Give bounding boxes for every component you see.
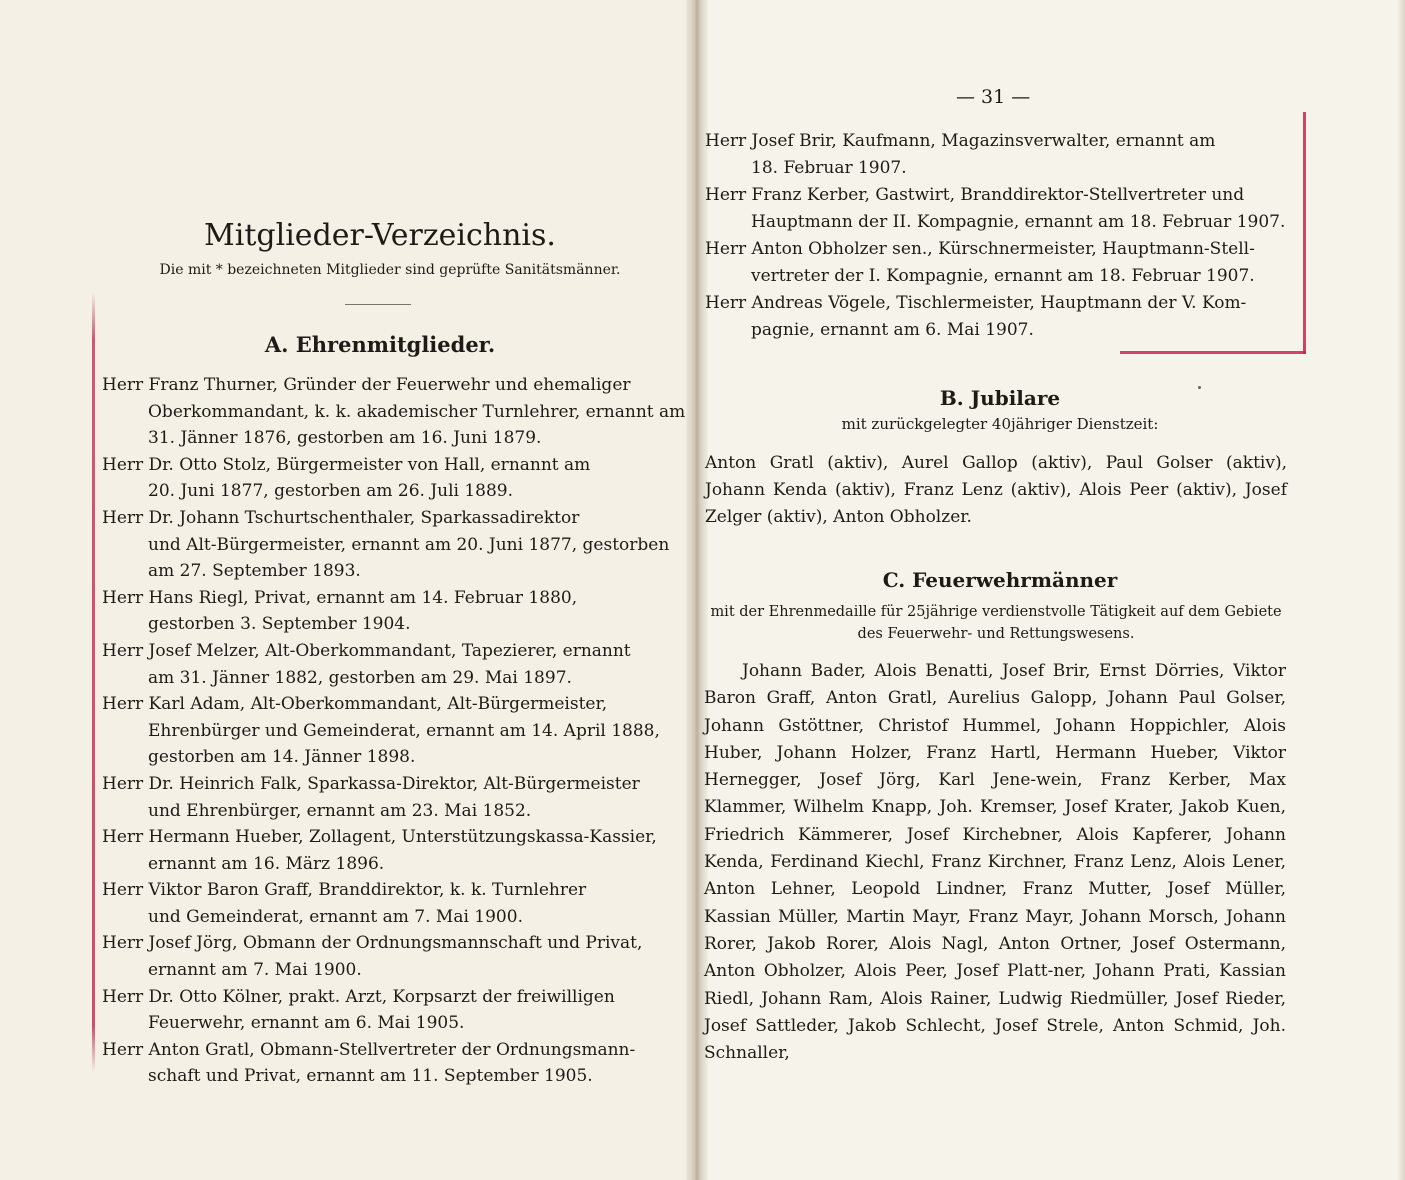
member-entry <box>102 585 692 638</box>
entry-line: Herr Viktor Baron Graff, Branddirektor, k. k. Turnlehrer <box>102 880 587 901</box>
entry-line: Herr Anton Gratl, Obmann-Stellvertreter der Ordnungsmann- <box>102 1039 636 1060</box>
entry-line: gestorben am 14. Jänner 1898. <box>148 747 416 768</box>
section-c-subheading-line2: des Feuerwehr- und Rettungswesens. <box>857 626 1135 642</box>
member-entry <box>102 877 692 930</box>
entry-line: schaft und Privat, ernannt am 11. September 1905. <box>148 1066 593 1087</box>
honorary-members-list <box>102 372 692 1090</box>
entry-line: Herr Josef Melzer, Alt-Oberkommandant, Tapezierer, ernannt <box>102 640 631 661</box>
entry-line: Feuerwehr, ernannt am 6. Mai 1905. <box>148 1013 465 1034</box>
entry-line: Herr Josef Jörg, Obmann der Ordnungsmannschaft und Privat, <box>102 933 643 954</box>
member-entry <box>705 128 1287 182</box>
entry-line: Herr Franz Thurner, Gründer der Feuerwehr und ehemaliger <box>102 375 631 395</box>
member-entry <box>102 638 692 691</box>
entry-line: Herr Dr. Otto Kölner, prakt. Arzt, Korpsarzt der freiwilligen <box>102 986 615 1007</box>
member-entry <box>705 236 1287 290</box>
member-entry <box>102 372 692 452</box>
entry-line: vertreter der I. Kompagnie, ernannt am 18. Februar 1907. <box>751 266 1255 286</box>
member-entry <box>102 452 692 505</box>
section-b-heading: B. Jubilare <box>939 386 1061 410</box>
section-a-heading: A. Ehrenmitglieder. <box>264 332 496 357</box>
entry-line: Herr Andreas Vögele, Tischlermeister, Hauptmann der V. Kom- <box>705 293 1247 313</box>
honorary-members-list-continued <box>705 128 1287 344</box>
entry-line: Herr Karl Adam, Alt-Oberkommandant, Alt-Bürgermeister, <box>102 694 608 715</box>
entry-line: gestorben 3. September 1904. <box>148 614 411 635</box>
section-c-subheading-line1: mit der Ehrenmedaille für 25jährige verdienstvolle Tätigkeit auf dem Gebiete <box>710 604 1282 620</box>
divider <box>345 304 411 305</box>
entry-line: Herr Dr. Johann Tschurtschenthaler, Sparkassadirektor <box>102 507 580 528</box>
entry-line: Herr Hans Riegl, Privat, ernannt am 14. Februar 1880, <box>102 587 578 608</box>
entry-line: Herr Dr. Otto Stolz, Bürgermeister von Hall, ernannt am <box>102 454 591 475</box>
entry-line: ernannt am 7. Mai 1900. <box>148 960 362 981</box>
entry-line: 18. Februar 1907. <box>751 158 907 178</box>
entry-line: und Alt-Bürgermeister, ernannt am 20. Juni 1877, gestorben <box>148 534 670 555</box>
entry-line: Oberkommandant, k. k. akademischer Turnlehrer, ernannt am <box>148 401 686 422</box>
red-margin-mark <box>92 292 95 1072</box>
member-entry <box>705 182 1287 236</box>
entry-line: ernannt am 16. März 1896. <box>148 853 385 874</box>
member-entry <box>102 930 692 983</box>
entry-line: und Ehrenbürger, ernannt am 23. Mai 1852. <box>148 800 532 821</box>
member-entry <box>102 505 692 585</box>
member-entry <box>705 290 1287 344</box>
left-page <box>0 0 696 1180</box>
section-c-subheading <box>704 601 1288 645</box>
member-entry <box>102 771 692 824</box>
entry-line: pagnie, ernannt am 6. Mai 1907. <box>751 320 1034 340</box>
red-bracket-vertical <box>1303 112 1306 354</box>
medal-recipients-list: Johann Bader, Alois Benatti, Josef Brir, Ernst Dörries, Viktor Baron Graff, Anton Gratl, Aurelius Galopp, Johann Paul Golser, Johann Gstöttner, Christof Hummel, Johann Hoppichler, Alois Huber, Johann Holzer, Franz Hartl, Hermann Hueber, Viktor Hernegger, Josef Jörg, Karl Jene-wein, Franz Kerber, Max Klammer, Wilhelm Knapp, Joh. Kremser, Josef Krater, Jakob Kuen, Friedrich Kämmerer, Josef Kirchebner, Alois Kapferer, Johann Kenda, Ferdinand Kiechl, Franz Kirchner, Franz Lenz, Alois Lener, Anton Lehner, Leopold Lindner, Franz Mutter, Josef Müller, Kassian Müller, Martin Mayr, Franz Mayr, Johann Morsch, Johann Rorer, Jakob Rorer, Alois Nagl, Anton Ortner, Josef Ostermann, Anton Obholzer, Alois Peer, Josef Platt-ner, Johann Prati, Kassian Riedl, Johann Ram, Alois Rainer, Ludwig Riedmüller, Josef Rieder, Josef Sattleder, Jakob Schlecht, Josef Strele, Anton Schmid, Joh. Schnaller, <box>704 661 1286 1064</box>
entry-line: 20. Juni 1877, gestorben am 26. Juli 1889. <box>148 481 514 502</box>
page-number: — 31 — <box>956 86 1031 108</box>
member-entry <box>102 691 692 771</box>
red-bracket-horizontal <box>1120 351 1306 354</box>
jubilare-list: Anton Gratl (aktiv), Aurel Gallop (aktiv), Paul Golser (aktiv), Johann Kenda (aktiv), Franz Lenz (aktiv), Alois Peer (aktiv), Josef Zelger (aktiv), Anton Obholzer. <box>705 453 1287 527</box>
entry-line: 31. Jänner 1876, gestorben am 16. Juni 1879. <box>148 428 542 449</box>
member-entry <box>102 984 692 1037</box>
entry-line: Herr Hermann Hueber, Zollagent, Unterstützungskassa-Kassier, <box>102 827 657 848</box>
entry-line: Herr Josef Brir, Kaufmann, Magazinsverwalter, ernannt am <box>705 131 1216 151</box>
entry-line: Hauptmann der II. Kompagnie, ernannt am 18. Februar 1907. <box>751 212 1286 232</box>
entry-line: Herr Franz Kerber, Gastwirt, Branddirektor-Stellvertreter und <box>705 185 1245 205</box>
section-c-heading: C. Feuerwehrmänner <box>882 568 1118 592</box>
entry-line: Herr Anton Obholzer sen., Kürschnermeister, Hauptmann-Stell- <box>705 239 1255 259</box>
section-b-subheading: mit zurückgelegter 40jähriger Dienstzeit: <box>841 415 1159 433</box>
page-subtitle: Die mit * bezeichneten Mitglieder sind geprüfte Sanitätsmänner. <box>159 262 621 278</box>
entry-line: Ehrenbürger und Gemeinderat, ernannt am 14. April 1888, <box>148 720 660 741</box>
member-entry <box>102 824 692 877</box>
entry-line: und Gemeinderat, ernannt am 7. Mai 1900. <box>148 906 523 927</box>
page-title: Mitglieder-Verzeichnis. <box>204 218 556 253</box>
entry-line: am 27. September 1893. <box>148 561 361 582</box>
entry-line: Herr Dr. Heinrich Falk, Sparkassa-Direktor, Alt-Bürgermeister <box>102 773 640 794</box>
entry-line: am 31. Jänner 1882, gestorben am 29. Mai 1897. <box>148 667 572 688</box>
member-entry <box>102 1037 692 1090</box>
page-edge-shadow <box>1397 0 1405 1180</box>
